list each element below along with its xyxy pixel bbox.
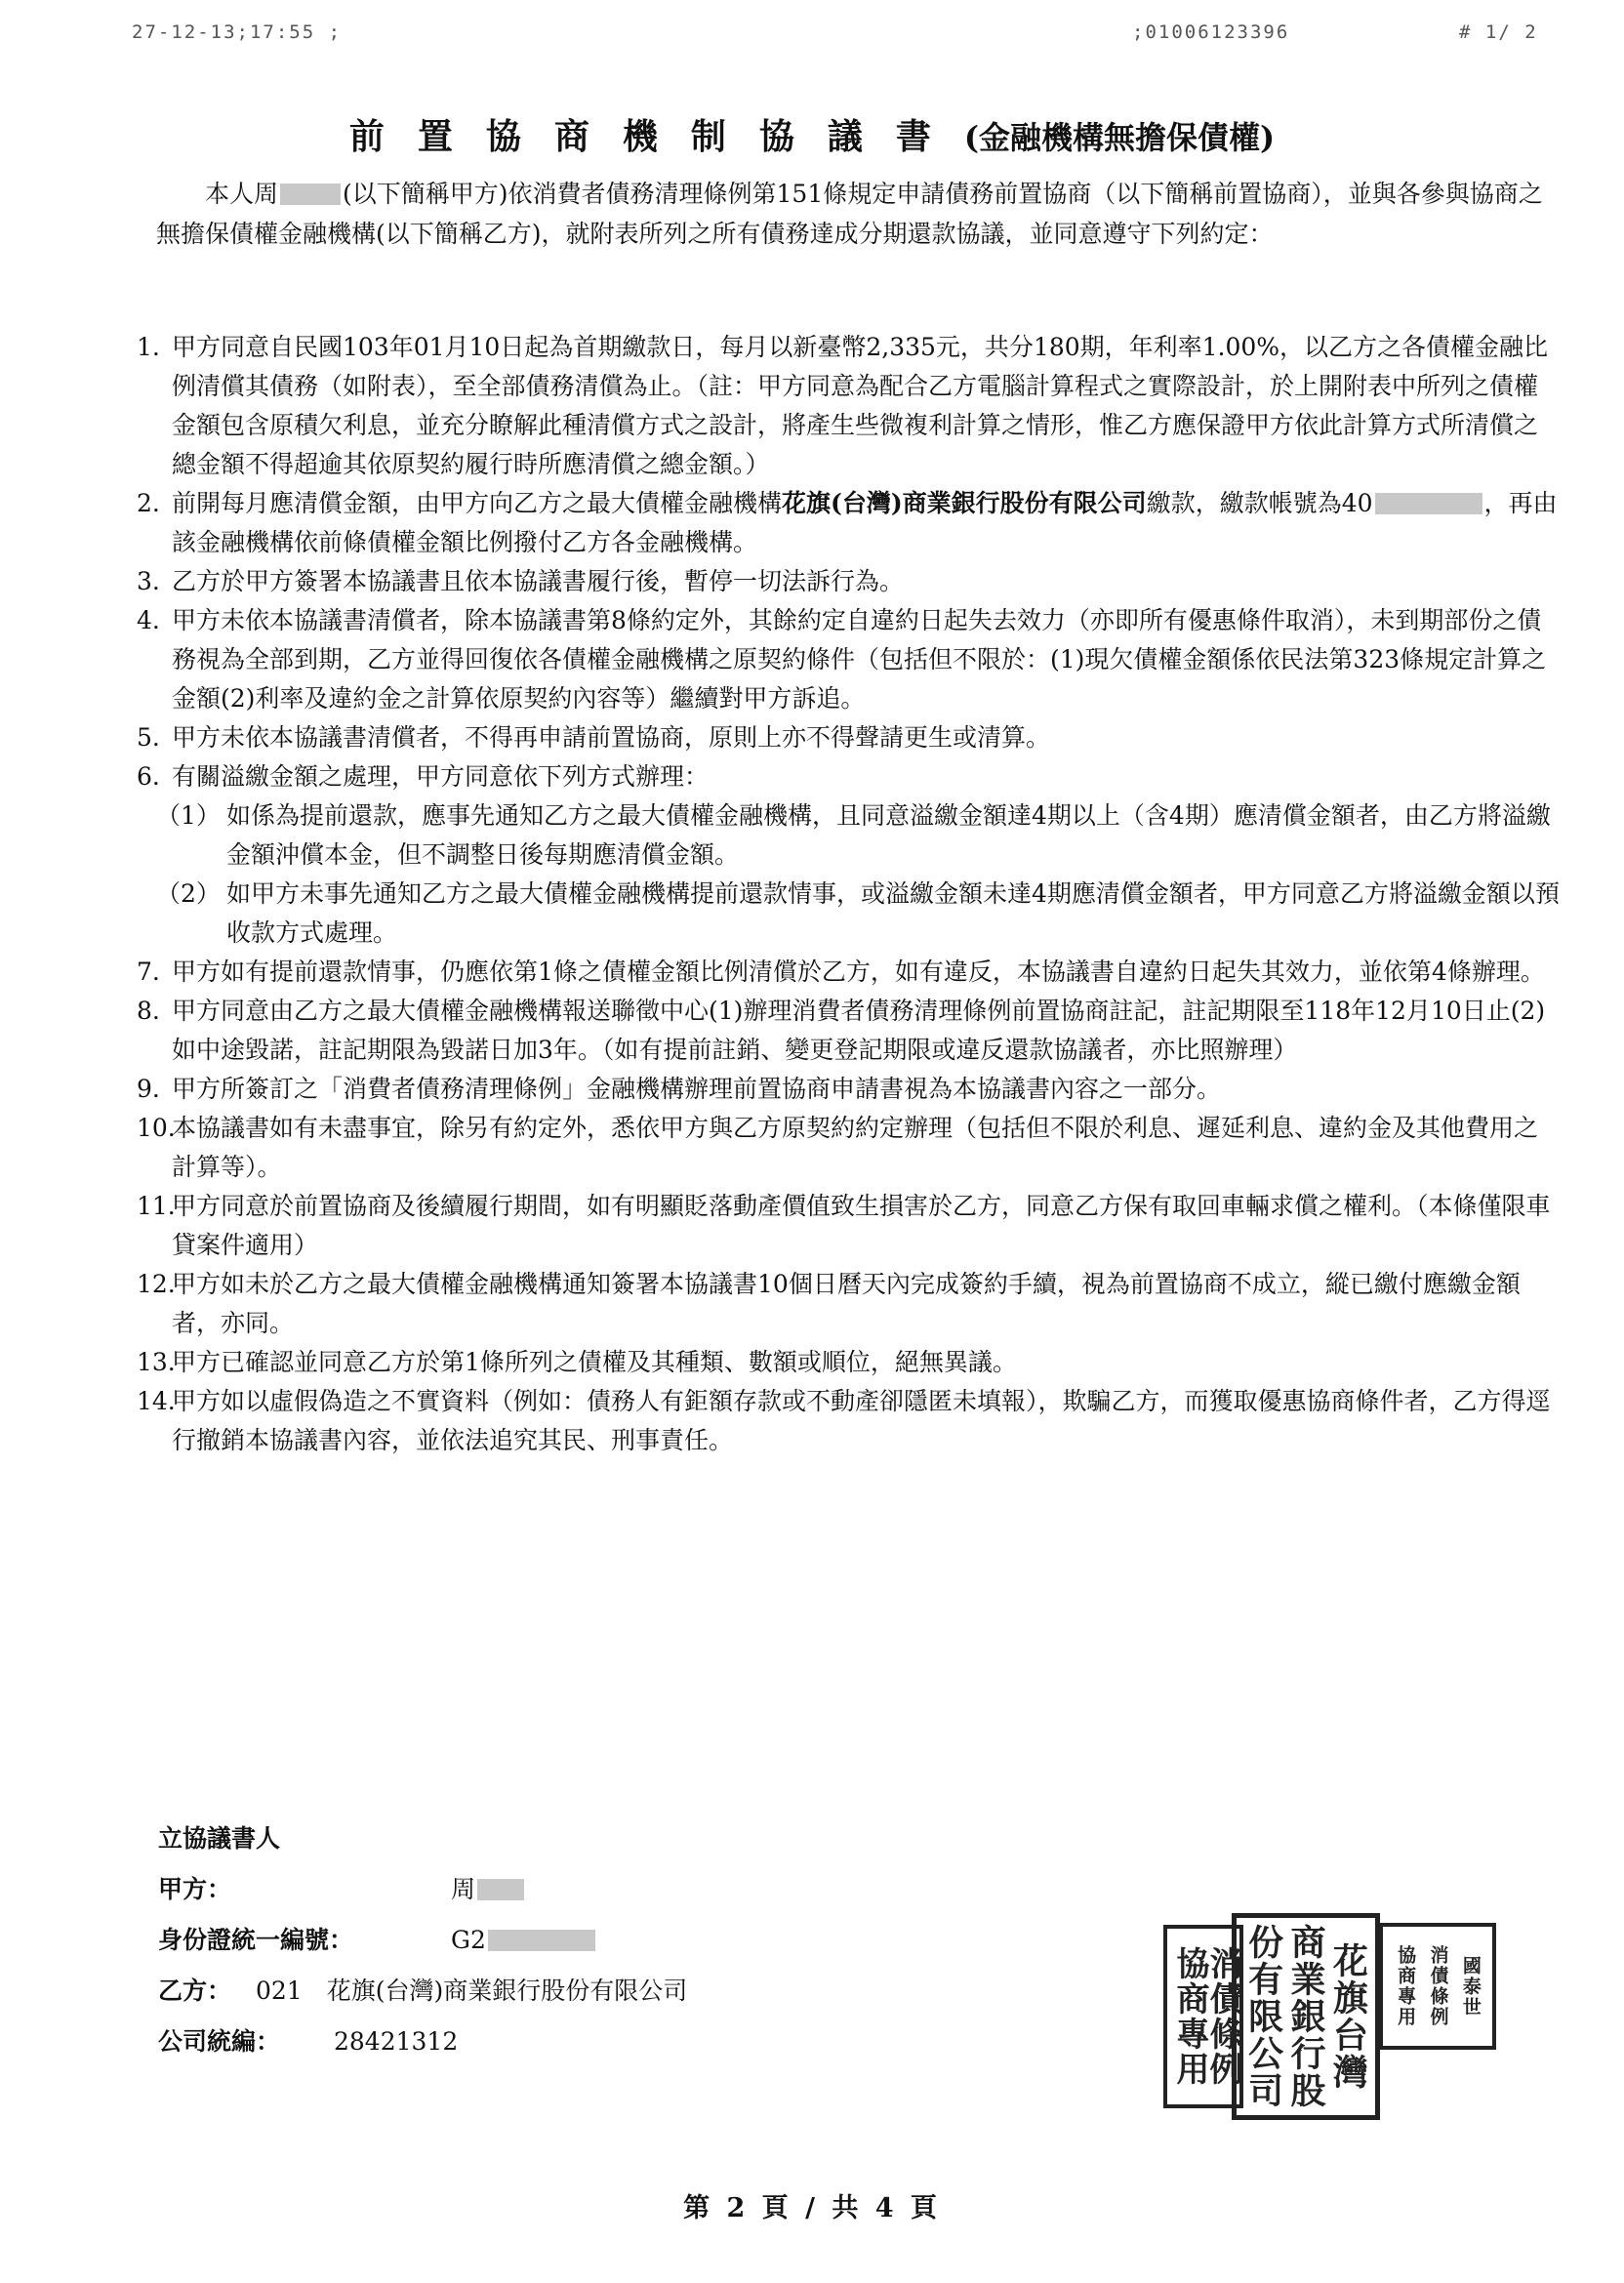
clause-number: 7. bbox=[137, 958, 160, 986]
clause-number: 12. bbox=[137, 1270, 176, 1298]
redacted-id-number bbox=[488, 1930, 595, 1951]
intro-text: (以下簡稱甲方)依消費者債務清理條例第151條規定申請債務前置協商（以下簡稱前置協商），並與各參與協商之無擔保債權金融機構(以下簡稱乙方)，就附表所列之所有債務達成分期還款協議，並同意遵守下列約定： bbox=[156, 180, 1543, 248]
stamp-column: 商業銀行股 bbox=[1284, 1924, 1326, 2109]
fax-header bbox=[132, 21, 1586, 51]
clause-10 bbox=[137, 1109, 1562, 1187]
stamp-column: 消債條例 bbox=[1427, 1945, 1449, 2027]
sub-clause-list bbox=[137, 796, 1562, 953]
clause-text: 甲方如以虛假偽造之不實資料（例如：債務人有鉅額存款或不動產卻隱匿未填報），欺騙乙方，而獲取優惠協商條件者，乙方得逕行撤銷本協議書內容，並依法追究其民、刑事責任。 bbox=[172, 1387, 1551, 1454]
page-footer: 第 2 頁 / 共 4 頁 bbox=[683, 2193, 941, 2223]
bank-name: 花旗(台灣)商業銀行股份有限公司 bbox=[782, 489, 1147, 517]
party-a-name: 周 bbox=[451, 1875, 476, 1903]
party-a-row bbox=[158, 1864, 939, 1915]
clause-text: 甲方所簽訂之「消費者債務清理條例」金融機構辦理前置協商申請書視為本協議書內容之一部分。 bbox=[172, 1075, 1222, 1103]
sub-clause-1 bbox=[137, 796, 1562, 875]
clause-number: 5. bbox=[137, 723, 160, 752]
party-b-row bbox=[158, 1966, 939, 2017]
redacted-account bbox=[1375, 493, 1482, 514]
sub-clause-number: （2） bbox=[156, 879, 221, 908]
sub-clause-number: （1） bbox=[156, 801, 221, 830]
clause-text: 甲方已確認並同意乙方於第1條所列之債權及其種類、數額或順位，絕無異議。 bbox=[172, 1348, 1017, 1376]
redacted-name bbox=[280, 183, 341, 205]
negotiation-seal-stamp bbox=[1163, 1925, 1243, 2108]
title-main: 前置協商機制協議書 bbox=[348, 116, 964, 157]
intro-prefix: 本人周 bbox=[205, 180, 279, 208]
sub-clause-text: 如甲方未事先通知乙方之最大債權金融機構提前還款情事，或溢繳金額未達4期應清償金額者，甲方同意乙方將溢繳金額以預收款方式處理。 bbox=[226, 879, 1560, 947]
title-sub: (金融機構無擔保債權) bbox=[963, 119, 1276, 156]
clause-text: 有關溢繳金額之處理，甲方同意依下列方式辦理： bbox=[172, 762, 710, 791]
clause-number: 13. bbox=[137, 1348, 176, 1376]
clause-number: 2. bbox=[137, 489, 160, 517]
bank-seal-stamp bbox=[1232, 1913, 1380, 2120]
clause-text: 甲方如有提前還款情事，仍應依第1條之債權金額比例清償於乙方，如有違反，本協議書自違約日起失其效力，並依第4條辦理。 bbox=[172, 958, 1545, 986]
id-number-value bbox=[451, 1915, 597, 1966]
clause-14 bbox=[137, 1382, 1562, 1460]
clause-12 bbox=[137, 1265, 1562, 1343]
clause-number: 4. bbox=[137, 606, 160, 634]
party-a-value bbox=[451, 1864, 526, 1915]
clause-text-mid: 繳款，繳款帳號為40 bbox=[1146, 489, 1373, 517]
clause-5 bbox=[137, 718, 1562, 757]
signature-heading: 立協議書人 bbox=[158, 1824, 281, 1853]
id-number-row bbox=[158, 1915, 939, 1966]
party-a-label: 甲方： bbox=[158, 1875, 232, 1903]
signature-heading-row bbox=[158, 1814, 939, 1864]
stamp-column: 協商專用 bbox=[1170, 1946, 1209, 2087]
clause-number: 3. bbox=[137, 567, 160, 595]
clause-text: 甲方同意於前置協商及後續履行期間，如有明顯貶落動產價值致生損害於乙方，同意乙方保有取回車輛求償之權利。（本條僅限車貸案件適用） bbox=[172, 1192, 1551, 1259]
clause-list bbox=[137, 328, 1562, 1460]
redacted-party-a-name bbox=[477, 1879, 524, 1900]
clause-7 bbox=[137, 953, 1562, 992]
clause-9 bbox=[137, 1070, 1562, 1109]
party-b-value: 021 花旗(台灣)商業銀行股份有限公司 bbox=[256, 1977, 688, 2005]
clause-number: 9. bbox=[137, 1075, 160, 1103]
clause-number: 10. bbox=[137, 1114, 176, 1142]
clause-text: 甲方如未於乙方之最大債權金融機構通知簽署本協議書10個日曆天內完成簽約手續，視為前置協商不成立，縱已繳付應繳金額者，亦同。 bbox=[172, 1270, 1521, 1337]
clause-2 bbox=[137, 484, 1562, 562]
clause-number: 8. bbox=[137, 997, 160, 1025]
clause-text: 甲方未依本協議書清償者，除本協議書第8條約定外，其餘約定自違約日起失去效力（亦即所有優惠條件取消），未到期部份之債務視為全部到期，乙方並得回復依各債權金融機構之原契約條件（包括但不限於：(1)現欠債權金額係依民法第323條規定計算之金額(2)利率及違約金之計算依原契約內容等）繼續對甲方訴追。 bbox=[172, 606, 1547, 713]
sub-clause-text: 如係為提前還款，應事先通知乙方之最大債權金融機構，且同意溢繳金額達4期以上（含4期）應清償金額者，由乙方將溢繳金額沖償本金，但不調整日後每期應清償金額。 bbox=[226, 801, 1551, 869]
clause-1 bbox=[137, 328, 1562, 484]
stamp-column: 協商專用 bbox=[1395, 1945, 1417, 2027]
clause-number: 14. bbox=[137, 1387, 176, 1415]
clause-number: 6. bbox=[137, 762, 160, 791]
stamp-column: 花旗台灣 bbox=[1327, 1942, 1369, 2091]
stamp-column: 消債條例 bbox=[1203, 1946, 1242, 2087]
company-id-label: 公司統編： bbox=[158, 2027, 281, 2056]
clause-number: 11. bbox=[137, 1192, 176, 1220]
clause-text: 甲方同意自民國103年01月10日起為首期繳款日，每月以新臺幣2,335元，共分180期，年利率1.00%，以乙方之各債權金融比例清償其債務（如附表），至全部債務清償為止。（註：甲方同意為配合乙方電腦計算程式之實際設計，於上開附表中所列之債權金額包含原積欠利息，並充分瞭解此種清償方式之設計，將產生些微複利計算之情形，惟乙方應保證甲方依此計算方式所清償之總金額不得超逾其依原契約履行時所應清償之總金額。） bbox=[172, 333, 1549, 478]
clause-8 bbox=[137, 992, 1562, 1070]
clause-text: 乙方於甲方簽署本協議書且依本協議書履行後，暫停一切法訴行為。 bbox=[172, 567, 905, 595]
clause-text-before: 前開每月應清償金額，由甲方向乙方之最大債權金融機構 bbox=[172, 489, 783, 517]
clause-3 bbox=[137, 562, 1562, 601]
intro-paragraph bbox=[156, 174, 1562, 254]
cathay-seal-stamp bbox=[1379, 1923, 1496, 2050]
signature-block bbox=[158, 1814, 939, 2067]
clause-text-after: ，再由該金融機構依前條債權金額比例撥付乙方各金融機構。 bbox=[172, 489, 1558, 556]
document-title bbox=[0, 109, 1624, 159]
fax-number: ;01006123396 bbox=[1132, 21, 1290, 43]
stamp-column: 國泰世 bbox=[1459, 1955, 1482, 2018]
clause-4 bbox=[137, 601, 1562, 718]
clause-6 bbox=[137, 757, 1562, 953]
fax-page: # 1/ 2 bbox=[1459, 21, 1538, 43]
clause-text: 本協議書如有未盡事宜，除另有約定外，悉依甲方與乙方原契約約定辦理（包括但不限於利息、遲延利息、違約金及其他費用之計算等）。 bbox=[172, 1114, 1539, 1181]
clause-number: 1. bbox=[137, 333, 160, 361]
clause-13 bbox=[137, 1343, 1562, 1382]
stamp-column: 份有限公司 bbox=[1242, 1924, 1284, 2109]
sub-clause-2 bbox=[137, 875, 1562, 953]
company-id-value: 28421312 bbox=[334, 2027, 459, 2056]
clause-text: 甲方同意由乙方之最大債權金融機構報送聯徵中心(1)辦理消費者債務清理條例前置協商註記，註記期限至118年12月10日止(2)如中途毀諾，註記期限為毀諾日加3年。（如有提前註銷、變更登記期限或違反還款協議者，亦比照辦理） bbox=[172, 997, 1546, 1064]
id-number-prefix: G2 bbox=[451, 1926, 486, 1954]
party-b-label: 乙方： bbox=[158, 1977, 232, 2005]
clause-11 bbox=[137, 1187, 1562, 1265]
company-id-row bbox=[158, 2017, 939, 2067]
clause-text: 甲方未依本協議書清償者，不得再申請前置協商，原則上亦不得聲請更生或清算。 bbox=[172, 723, 1051, 752]
fax-timestamp: 27-12-13;17:55 ; bbox=[132, 21, 343, 43]
id-number-label: 身份證統一編號： bbox=[158, 1926, 354, 1954]
